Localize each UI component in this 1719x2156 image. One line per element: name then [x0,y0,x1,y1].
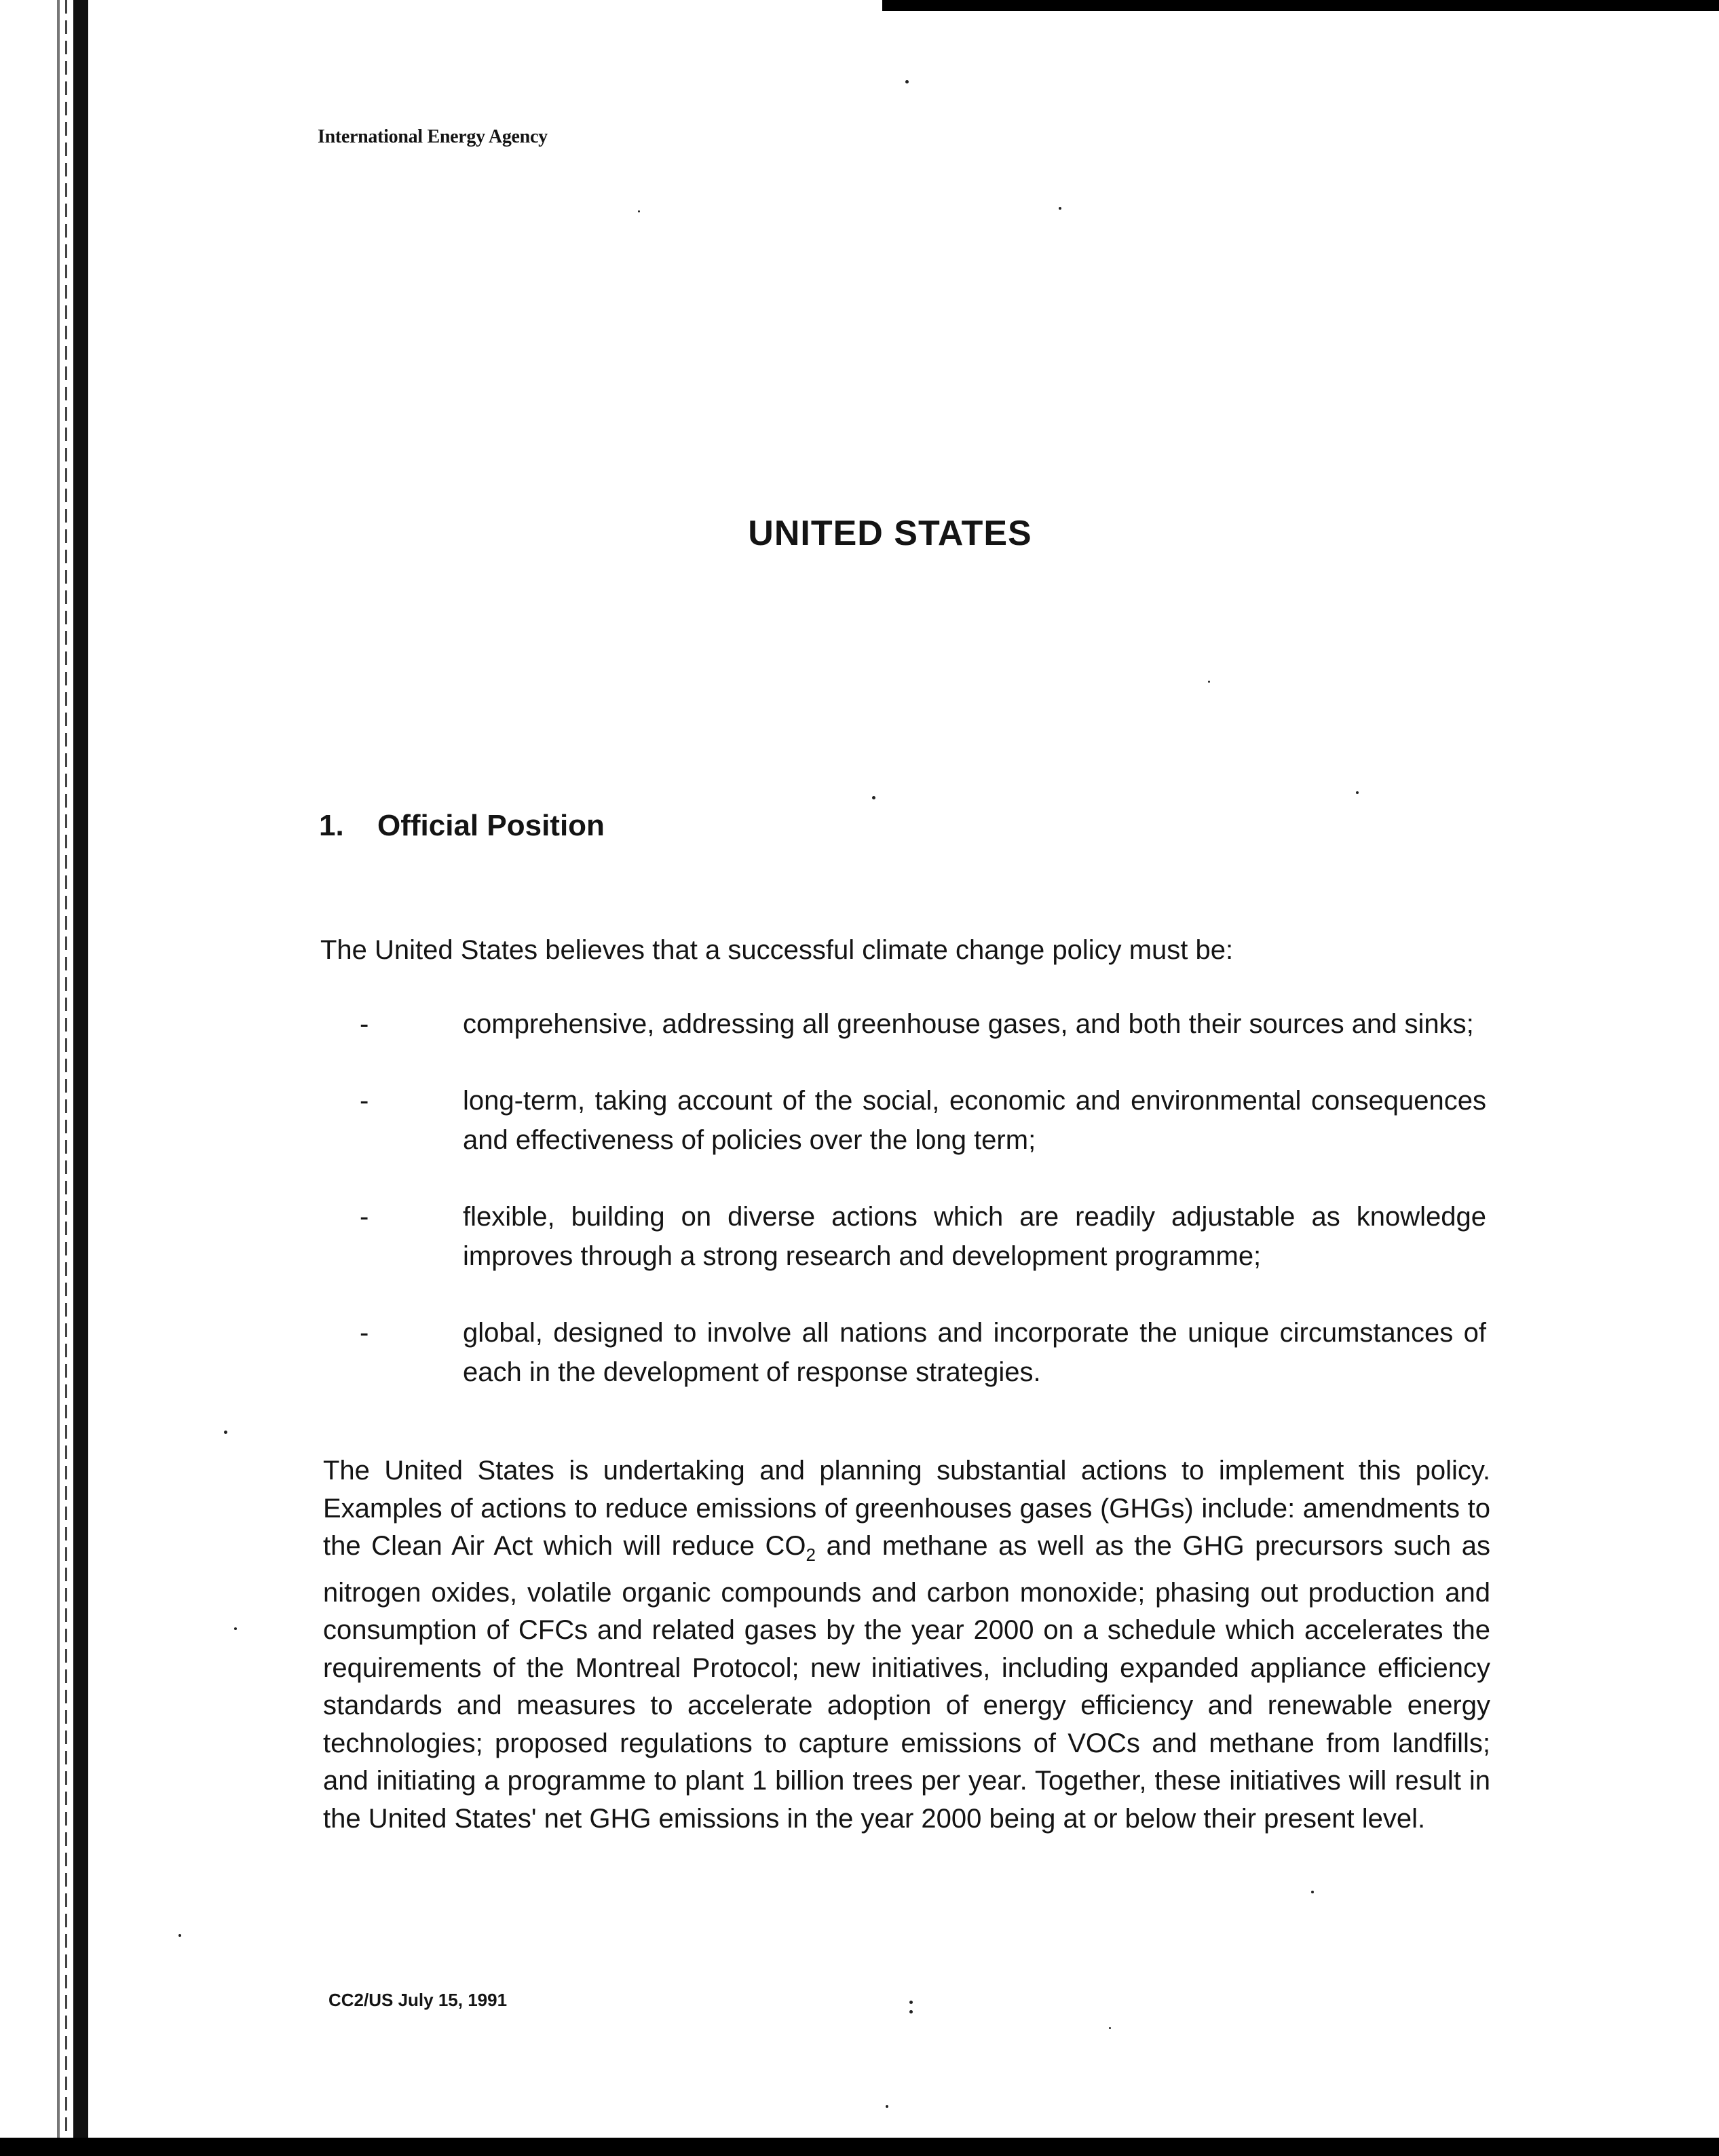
scan-edge-bottom [0,2138,1719,2156]
scan-speck [1109,2027,1111,2029]
list-item-text: flexible, building on diverse actions which are readily adjustable as knowledge improves through a strong research and development programme; [463,1202,1486,1271]
scan-speck [178,1934,181,1937]
list-item-text: long-term, taking account of the social, economic and environmental consequences and effectiveness of policies over the long term; [463,1086,1486,1155]
actions-paragraph [323,1452,1490,1838]
list-item [360,1197,1486,1276]
scan-speck [1059,207,1061,210]
list-item-text: global, designed to involve all nations and incorporate the unique circumstances of each in the development of response strategies. [463,1318,1486,1387]
bullet-marker: - [360,1009,369,1039]
scan-speck [1311,1891,1314,1893]
scan-speck [909,2010,913,2013]
agency-header: International Energy Agency [318,126,548,147]
bullet-marker: - [360,1202,369,1232]
bullet-marker: - [360,1086,369,1116]
scan-speck [872,796,875,799]
policy-criteria-list [360,1004,1486,1429]
scan-edge-left [73,0,88,2156]
scan-speck [909,2001,913,2004]
list-item [360,1081,1486,1160]
section-title: Official Position [377,809,605,842]
scan-speck [638,210,640,212]
actions-text-part2: and methane as well as the GHG precursors such as nitrogen oxides, volatile organic compounds and carbon monoxide; phasing out production and consumption of CFCs and related gases by the year 2000 on a schedule which accelerates the requirements of the Montreal Protocol; new initiatives, including expanded appliance efficiency standards and measures to accelerate adoption of energy efficiency and renewable energy technologies; proposed regulations to capture emissions of VOCs and methane from landfills; and initiating a programme to plant 1 billion trees per year. Together, these initiatives will result in the United States' net GHG emissions in the year 2000 being at or below their present level. [323,1531,1490,1834]
list-item [360,1313,1486,1392]
intro-paragraph: The United States believes that a successful climate change policy must be: [320,935,1234,965]
scan-speck [224,1431,227,1434]
list-item-text: comprehensive, addressing all greenhouse gases, and both their sources and sinks; [463,1009,1474,1039]
document-footer-code: CC2/US July 15, 1991 [328,1990,508,2010]
scan-speck [886,2105,888,2108]
scan-speck [234,1627,237,1630]
list-item [360,1004,1486,1044]
scan-speck [1208,681,1210,683]
scan-speck [905,80,909,83]
page-title: UNITED STATES [748,514,1032,553]
scan-edge-left-line [57,0,60,2156]
scan-edge-left-line-dashed [65,0,67,2156]
section-heading [319,809,605,843]
scan-speck [1356,791,1359,794]
co2-subscript: 2 [806,1545,816,1565]
bullet-marker: - [360,1318,369,1348]
actions-text-part1: The United States is undertaking and planning substantial actions to implement this policy. Examples of actions to reduce emissions of greenhouses gases (GHGs) include: amendments to the Clean Air Act which will reduce CO [323,1456,1490,1561]
section-number: 1. [319,809,344,842]
scan-edge-top [882,0,1719,11]
